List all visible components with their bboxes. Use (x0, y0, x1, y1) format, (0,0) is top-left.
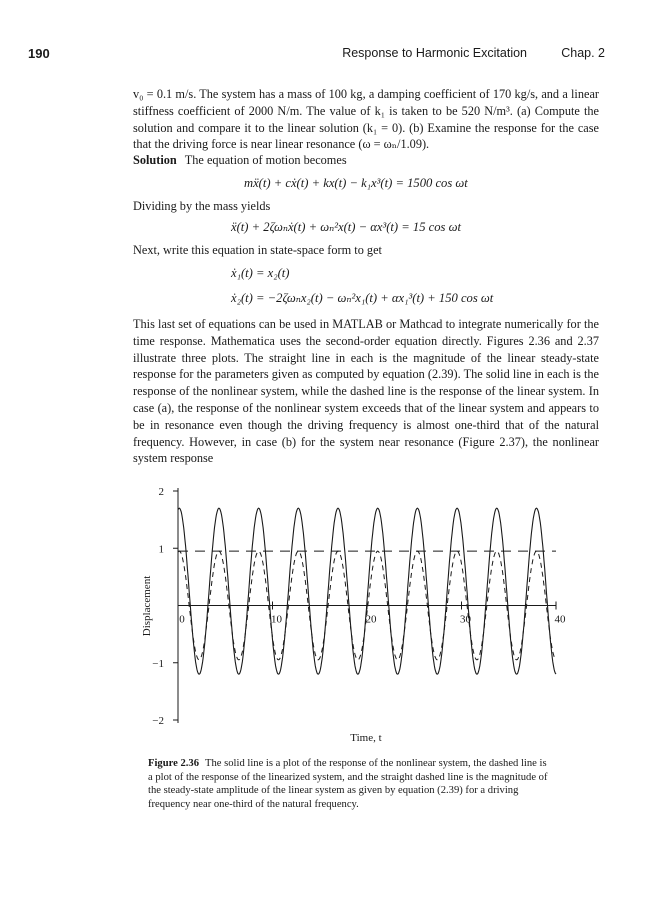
figure-caption (148, 757, 548, 811)
running-title: Response to Harmonic Excitation (342, 46, 527, 60)
intro-paragraph: v₀ = 0.1 m/s. The system has a mass of 100 kg, a damping coefficient of 170 kg/s, and a linear stiffness coefficient of 2000 N/m. The value of k₁ is taken to be 520 N/m³. (a) Compute the solution and compare it to the linear solution (k₁ = 0). (b) Examine the response for the case that the driving force is near linear resonance (ω = ωₙ/1.09). (133, 87, 599, 152)
solution-text: The equation of motion becomes (184, 153, 347, 167)
statespace-intro: Next, write this equation in state-space form to get (133, 243, 382, 257)
chapter-label: Chap. 2 (561, 46, 605, 60)
x-tick-label: 40 (554, 613, 566, 626)
x-tick-label: 0 (179, 613, 185, 626)
chart-ticks (152, 486, 566, 727)
equation-normalized: ẍ(t) + 2ζωₙẋ(t) + ωₙ²x(t) − αx³(t) = 15 cos ωt (231, 220, 461, 234)
x-tick-label: 10 (271, 613, 282, 626)
y-tick-label: 2 (158, 486, 164, 498)
y-tick-label: −2 (152, 715, 164, 727)
x-tick-label: 30 (460, 613, 471, 626)
closing-paragraph: This last set of equations can be used in MATLAB or Mathcad to integrate numerically for the time response. Mathematica uses the second-order equation directly. Figures 2.36 and 2.37 illustrate three plots. The straight line in each is the magnitude of the linear steady-state response for the parameters given as computed by equation (2.39). The solid line in each is the response of the nonlinear system, while the dashed line is the response of the linear system. In case (a), the response of the nonlinear system exceeds that of the linear system and appears to be in resonance even though the driving frequency is almost one-third that of the natural frequency. However, in case (b) for the system near resonance (Figure 2.37), the nonlinear system response (133, 317, 599, 466)
x-axis-label: Time, t (350, 732, 382, 744)
figure-caption-text: The solid line is a plot of the response of the nonlinear system, the dashed line is a plot of the response of the linearized system, and the straight dashed line is the magnitude of the steady-state amplitude of the linear system as given by equation (2.39) for a driving frequency near one-third of the natural frequency. (148, 758, 548, 810)
solution-label: Solution (133, 153, 177, 167)
equation-motion: mẍ(t) + cẋ(t) + kx(t) − k₁x³(t) = 1500 cos ωt (244, 176, 468, 190)
y-tick-label: −1 (152, 657, 164, 670)
equation-state-1: ẋ₁(t) = x₂(t) (231, 266, 290, 280)
x-tick-label: 20 (365, 613, 377, 626)
y-tick-label: 1 (158, 543, 164, 556)
chart-series (178, 508, 556, 674)
equation-state-2: ẋ₂(t) = −2ζωₙx₂(t) − ωₙ²x₁(t) + αx₁³(t) + 150 cos ωt (231, 291, 494, 305)
dividing-text: Dividing by the mass yields (133, 199, 271, 213)
figure-label: Figure 2.36 (148, 758, 200, 769)
page-number: 190 (28, 46, 50, 61)
y-axis-label: Displacement (141, 575, 153, 637)
